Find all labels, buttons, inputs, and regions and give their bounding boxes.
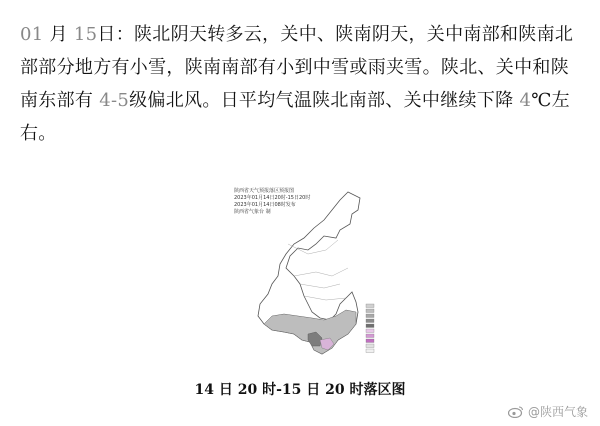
map-caption: 14 日 20 时-15 日 20 时落区图 bbox=[194, 382, 406, 398]
forecast-paragraph bbox=[20, 18, 580, 150]
map-legend bbox=[366, 304, 374, 353]
forecast-text-1: 日：陕北阴天转多云，关中、陕南阴天，关中南部和陕南北部部分地方有小雪，陕南南部有小到中雪或雨夹雪。陕北、关中和陕南东部有 bbox=[20, 24, 574, 111]
legend-swatch bbox=[366, 304, 374, 308]
date-month-char: 月 bbox=[49, 24, 68, 45]
legend-swatch bbox=[366, 324, 374, 328]
date-month-number: 01 bbox=[20, 24, 44, 45]
legend-swatch bbox=[366, 314, 374, 318]
date-day-number: 15 bbox=[73, 24, 98, 45]
legend-swatch bbox=[366, 319, 374, 323]
temperature-value: 4 bbox=[519, 90, 532, 111]
map-title-line: 2023年01月14日20时-15日20时 bbox=[234, 195, 311, 201]
legend-swatch bbox=[366, 349, 374, 353]
wind-range: 4-5 bbox=[99, 90, 130, 111]
weibo-icon bbox=[508, 405, 524, 418]
map-header bbox=[234, 188, 310, 216]
weibo-watermark bbox=[508, 403, 588, 420]
watermark-text: @陕西气象 bbox=[527, 405, 588, 419]
legend-swatch bbox=[366, 334, 374, 338]
legend-swatch bbox=[366, 309, 374, 313]
map-title-line: 陕西省天气预报落区预报图 bbox=[234, 188, 295, 194]
legend-swatch bbox=[366, 344, 374, 348]
map-title-line: 2023年01月14日08时发布 bbox=[234, 202, 296, 208]
forecast-map bbox=[228, 184, 394, 376]
forecast-text-2: 级偏北风。日平均气温陕北南部、关中继续下降 bbox=[129, 90, 514, 111]
legend-swatch bbox=[366, 339, 374, 343]
forecast-text-3: ℃左右。 bbox=[20, 90, 570, 144]
legend-swatch bbox=[366, 329, 374, 333]
map-title-line: 陕西省气象台 制 bbox=[234, 209, 271, 215]
